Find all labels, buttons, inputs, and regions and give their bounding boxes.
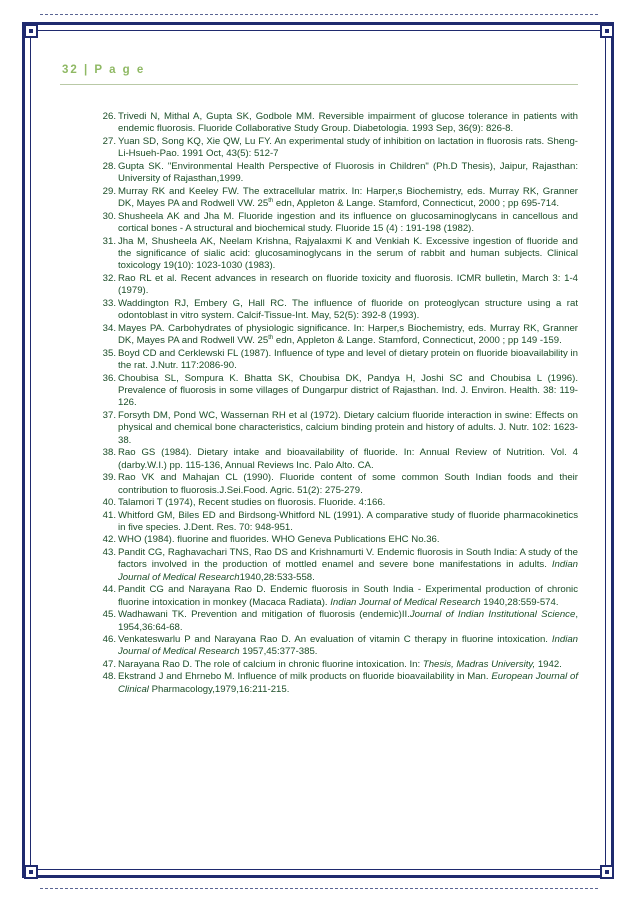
- reference-citation: Pharmacology,1979,16:211-215.: [148, 683, 290, 695]
- reference-item: [93, 236, 578, 273]
- reference-number: 43.: [102, 546, 116, 558]
- reference-citation: , 1954,36:64-68.: [118, 609, 578, 633]
- reference-item: [93, 472, 578, 497]
- reference-item: [93, 323, 578, 348]
- reference-item: [93, 161, 578, 186]
- reference-number: 27.: [102, 135, 116, 147]
- reference-body: Rao GS (1984). Dietary intake and bioavailability of fluoride. In: Annual Review of Nutrition. Vol. 4 (darby.W.I.) pp. 115-136, Annual Reviews Inc. Palo Alto. CA.: [118, 447, 578, 471]
- edition-superscript: th: [268, 334, 274, 341]
- reference-item: [93, 273, 578, 298]
- reference-number: 38.: [102, 447, 116, 459]
- reference-text: [118, 348, 578, 371]
- reference-text: [118, 323, 578, 346]
- reference-number: 29.: [102, 185, 116, 197]
- reference-number: 31.: [102, 235, 116, 247]
- corner-ornament-top-right: [600, 24, 614, 38]
- reference-body: Narayana Rao D. The role of calcium in chronic fluorine intoxication. In:: [118, 658, 423, 670]
- reference-item: [93, 447, 578, 472]
- reference-number: 40.: [102, 497, 116, 509]
- reference-body: Gupta SK. "Environmental Health Perspective of Fluorosis in Children" (Ph.D Thesis), Jaipur, Rajasthan: University of Rajasthan,1999.: [118, 160, 578, 185]
- reference-item: [93, 609, 578, 634]
- reference-number: 47.: [102, 658, 116, 670]
- reference-body: Boyd CD and Cerklewski FL (1987). Influence of type and level of dietary protein on fluoride bioavailability in the rat. J.Nutr. 117:2086-90.: [118, 347, 578, 372]
- reference-citation: 1957,45:377-385.: [239, 646, 318, 658]
- reference-body: Shusheela AK and Jha M. Fluoride ingestion and its influence on glucosaminoglycans in cancellous and cortical bones - A structural and biochemical study. Fluoride 15 (4) : 191-198 (1982).: [118, 210, 578, 235]
- page-header: [62, 64, 145, 76]
- reference-item: [93, 211, 578, 236]
- corner-ornament-bottom-left: [24, 865, 38, 879]
- reference-body: Choubisa SL, Sompura K. Bhatta SK, Choubisa DK, Pandya H, Joshi SC and Choubisa L (1996). Prevalence of fluorosis in some villages of Dungarpur district of Rajasthan. Ind. J. Environ. Health. 38: 119-126.: [118, 372, 578, 409]
- reference-text: [118, 161, 578, 184]
- reference-item: [93, 497, 578, 509]
- reference-text: [118, 497, 385, 508]
- reference-body: Venkateswarlu P and Narayana Rao D. An evaluation of vitamin C therapy in fluorine intoxication.: [118, 634, 552, 646]
- reference-text: [118, 634, 578, 657]
- page-label: P a g e: [94, 64, 146, 76]
- reference-body: Waddington RJ, Embery G, Hall RC. The influence of fluoride on proteoglycan structure using a rat odontoblast in vitro system. Calcif-Tissue-Int. May, 52(5): 392-8 (1993).: [118, 297, 578, 322]
- header-separator: |: [84, 64, 90, 76]
- reference-number: 26.: [102, 111, 116, 122]
- reference-text: [118, 534, 440, 545]
- reference-body: Wadhawani TK. Prevention and mitigation of fluorosis (endemic)II.: [118, 609, 410, 621]
- reference-item: [93, 634, 578, 659]
- border-dash-top: [40, 14, 598, 15]
- reference-body: Rao VK and Mahajan CL (1990). Fluoride content of some common South Indian foods and their contribution to fluorosis.J.Sei.Food. Agric. 51(2): 275-279.: [118, 472, 578, 496]
- reference-body: Trivedi N, Mithal A, Gupta SK, Godbole MM. Reversible impairment of glucose tolerance in patients with endemic fluorosis. Fluoride Collaborative Study Group. Diabetologia. 1993 Sep, 36(9): 826-8.: [118, 111, 578, 135]
- header-rule: [60, 84, 578, 85]
- reference-text: [118, 510, 578, 533]
- reference-number: 35.: [102, 347, 116, 359]
- reference-text: [118, 410, 578, 446]
- reference-number: 45.: [102, 609, 116, 621]
- reference-text: [118, 373, 578, 409]
- reference-text: [118, 671, 578, 694]
- reference-citation: edn, Appleton & Lange. Stamford, Connecticut, 2000 ; pp 149 -159.: [273, 335, 562, 347]
- reference-item: [93, 186, 578, 211]
- reference-item: [93, 659, 578, 671]
- reference-text: [118, 186, 578, 209]
- reference-list: [93, 111, 578, 696]
- reference-item: [93, 410, 578, 447]
- reference-text: [118, 659, 562, 670]
- reference-number: 30.: [102, 210, 116, 222]
- reference-text: [118, 472, 578, 495]
- reference-number: 32.: [102, 272, 116, 284]
- journal-title: Thesis, Madras University,: [422, 658, 536, 670]
- reference-body: Forsyth DM, Pond WC, Wassernan RH et al (1972). Dietary calcium fluoride interaction in swine: Effects on physical and chemical bone characteristics, calcium binding protein and history of adults. J. Nutr. 102: 1623-38.: [118, 409, 578, 446]
- reference-number: 37.: [102, 409, 116, 421]
- reference-item: [93, 136, 578, 161]
- reference-text: [118, 609, 578, 632]
- reference-citation: edn, Appleton & Lange. Stamford, Connecticut, 2000 ; pp 695-714.: [273, 198, 560, 210]
- reference-item: [93, 111, 578, 136]
- reference-text: [118, 111, 578, 134]
- reference-number: 41.: [102, 509, 116, 521]
- reference-number: 34.: [102, 322, 116, 334]
- reference-citation: 1940,28:559-574.: [480, 596, 559, 608]
- reference-body: WHO (1984). fluorine and fluorides. WHO Geneva Publications EHC No.36.: [118, 534, 440, 546]
- reference-body: Whitford GM, Biles ED and Birdsong-Whitford NL (1991). A comparative study of fluoride pharmacokinetics in five species. J.Dent. Res. 70: 948-951.: [118, 509, 578, 533]
- reference-item: [93, 584, 578, 609]
- reference-body: Pandit CG and Narayana Rao D. Endemic fluorosis in South India - Experimental production of chronic fluorine intoxication in monkey (Macaca Radiata).: [118, 584, 578, 608]
- reference-text: [118, 273, 578, 296]
- reference-number: 39.: [102, 472, 116, 484]
- reference-number: 44.: [102, 584, 116, 596]
- reference-body: Jha M, Shusheela AK, Neelam Krishna, Rajyalaxmi K and Venkiah K. Excessive ingestion of fluoride and the significance of sialic acid: glucosaminoglycans in the serum of rabbit and human subjects. Clinical toxicology 19(10): 1023-1030 (1983).: [118, 235, 578, 272]
- reference-body: Talamori T (1974), Recent studies on fluorosis. Fluoride. 4:166.: [118, 497, 386, 509]
- reference-body: Rao RL et al. Recent advances in research on fluoride toxicity and fluorosis. ICMR bulletin, March 3: 1-4 (1979).: [118, 272, 578, 297]
- reference-text: [118, 584, 578, 607]
- reference-number: 33.: [102, 297, 116, 309]
- journal-title: Journal of Indian Institutional Science: [409, 609, 576, 621]
- reference-citation: 1940,28:533-558.: [239, 571, 315, 583]
- reference-text: [118, 298, 578, 321]
- reference-text: [118, 211, 578, 234]
- corner-ornament-top-left: [24, 24, 38, 38]
- reference-item: [93, 373, 578, 410]
- reference-item: [93, 298, 578, 323]
- journal-title: Indian Journal of Medical Research: [118, 559, 578, 583]
- reference-item: [93, 547, 578, 584]
- reference-item: [93, 534, 578, 546]
- reference-item: [93, 671, 578, 696]
- reference-body: Pandit CG, Raghavachari TNS, Rao DS and Krishnamurti V. Endemic fluorosis in South India: A study of the factors involved in the production of mottled enamel and severe bone manifestations in adults.: [118, 546, 578, 571]
- corner-ornament-bottom-right: [600, 865, 614, 879]
- reference-citation: 1942.: [535, 658, 562, 670]
- reference-item: [93, 348, 578, 373]
- journal-title: Indian Journal of Medical Research: [118, 634, 578, 658]
- reference-number: 46.: [102, 634, 116, 646]
- reference-number: 42.: [102, 534, 116, 546]
- reference-number: 28.: [102, 160, 116, 172]
- reference-text: [118, 447, 578, 470]
- reference-body: Murray RK and Keeley FW. The extracellular matrix. In: Harper,s Biochemistry, eds. Murray RK, Granner DK, Mayes PA and Rodwell VW. 25: [118, 185, 578, 210]
- reference-text: [118, 236, 578, 272]
- journal-title: European Journal of Clinical: [118, 671, 578, 695]
- journal-title: Indian Journal of Medical Research: [330, 596, 481, 608]
- reference-body: Mayes PA. Carbohydrates of physiologic significance. In: Harper,s Biochemistry, eds. Murray RK, Granner DK, Mayes PA and Rodwell VW. 25: [118, 322, 578, 347]
- edition-superscript: th: [268, 197, 274, 204]
- border-dash-bottom: [40, 888, 598, 889]
- reference-number: 48.: [102, 671, 116, 683]
- reference-body: Ekstrand J and Ehrnebo M. Influence of milk products on fluoride bioavailability in Man.: [118, 671, 492, 683]
- reference-number: 36.: [102, 372, 116, 384]
- reference-text: [118, 547, 578, 583]
- page-number: 32: [62, 64, 79, 76]
- reference-text: [118, 136, 578, 159]
- reference-body: Yuan SD, Song KQ, Xie QW, Lu FY. An experimental study of inhibition on lactation in fluorosis rats. Sheng-Li-Hsueh-Pao. 1991 Oct, 43(5): 512-7: [118, 135, 578, 160]
- reference-item: [93, 510, 578, 535]
